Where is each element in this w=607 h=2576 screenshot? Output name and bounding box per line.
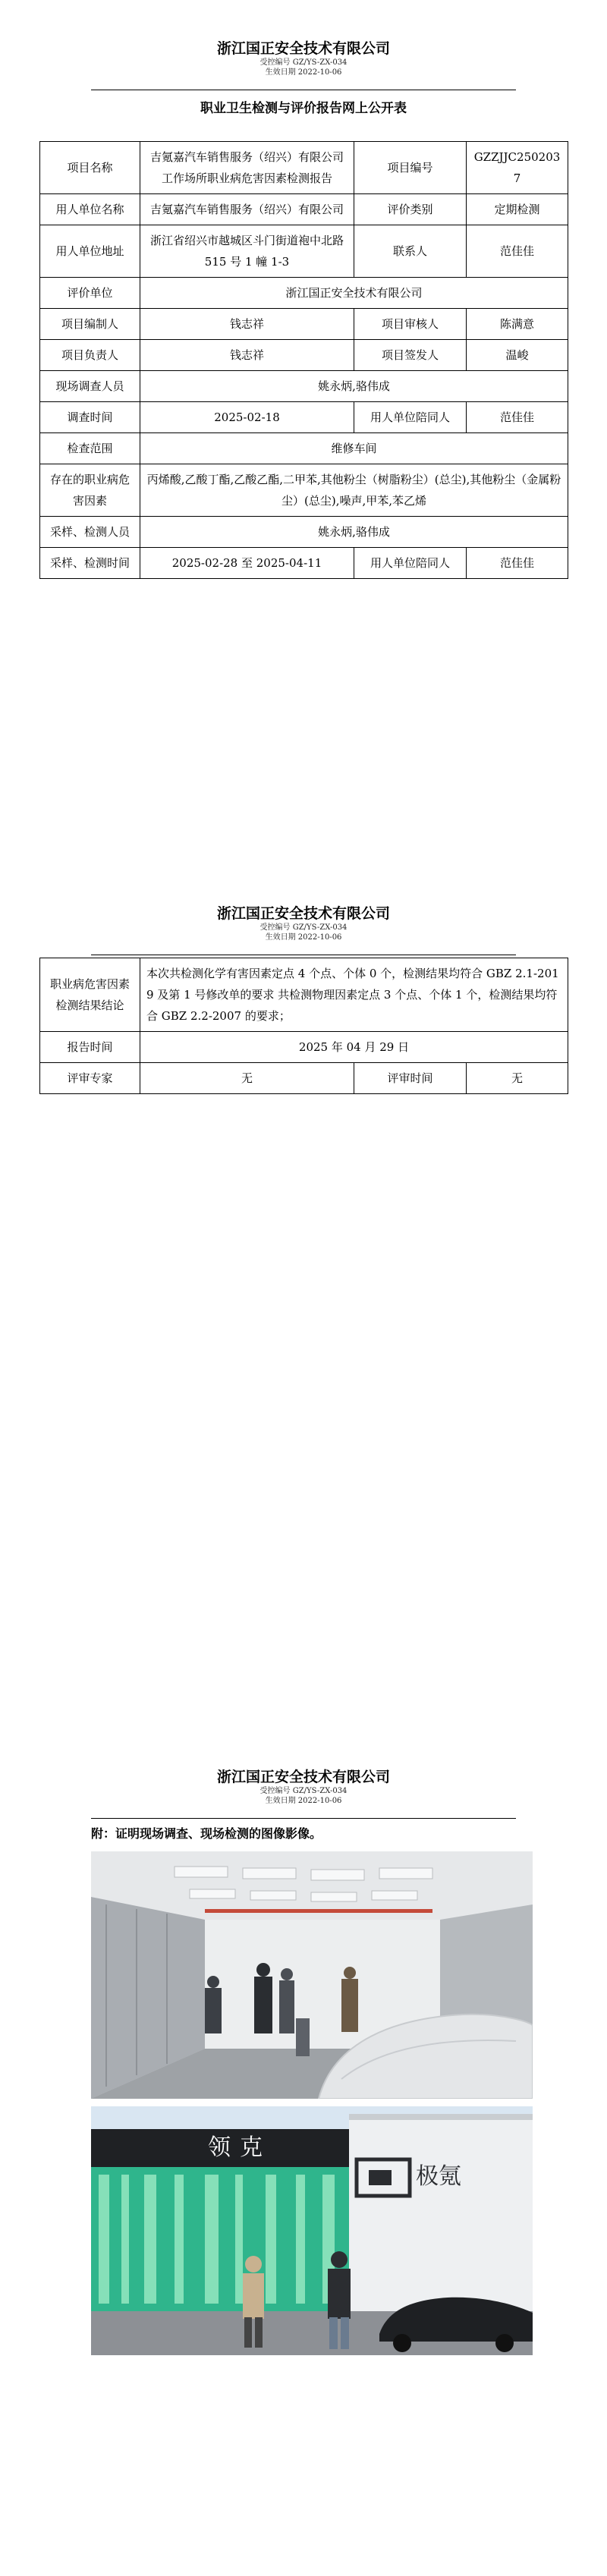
table-row	[40, 225, 568, 278]
report-table-2	[39, 958, 568, 1094]
table-row	[40, 340, 568, 371]
eval-type-value: 定期检测	[467, 194, 568, 225]
scope-label: 检查范围	[40, 433, 140, 464]
compiler-label: 项目编制人	[40, 309, 140, 340]
table-row	[40, 1032, 568, 1063]
page1-header	[0, 39, 607, 77]
escort-label: 用人单位陪同人	[354, 402, 467, 433]
table-row	[40, 433, 568, 464]
sampling-staff-value: 姚永炳,骆伟成	[140, 517, 568, 548]
hazards-value: 丙烯酸,乙酸丁酯,乙酸乙酯,二甲苯,其他粉尘（树脂粉尘）(总尘),其他粉尘（金属粉尘）(总尘),噪声,甲苯,苯乙烯	[140, 464, 568, 517]
table-row	[40, 402, 568, 433]
report-time-label: 报告时间	[40, 1032, 140, 1063]
review-time-value: 无	[467, 1063, 568, 1094]
project-name-label: 项目名称	[40, 142, 140, 194]
table-row	[40, 517, 568, 548]
survey-time-value: 2025-02-18	[140, 402, 354, 433]
conclusion-value: 本次共检测化学有害因素定点 4 个点、个体 0 个，检测结果均符合 GBZ 2.1-2019 及第 1 号修改单的要求 共检测物理因素定点 3 个点、个体 1 个，检测结果均符合 GBZ 2.2-2007 的要求；	[140, 958, 568, 1032]
company-name: 浙江国正安全技术有限公司	[216, 40, 390, 57]
effective-date: 生效日期 2022-10-06	[265, 68, 342, 77]
table-row	[40, 142, 568, 194]
zeekr-sign: 极氪	[416, 2163, 461, 2190]
project-no-label: 项目编号	[354, 142, 467, 194]
table-row	[40, 464, 568, 517]
page2-header	[0, 904, 607, 942]
project-no-value: GZZJJC2502037	[467, 142, 568, 194]
table-row	[40, 1063, 568, 1094]
survey-staff-label: 现场调查人员	[40, 371, 140, 402]
review-time-label: 评审时间	[354, 1063, 467, 1094]
contact-label: 联系人	[354, 225, 467, 278]
sampling-time-label: 采样、检测时间	[40, 548, 140, 579]
control-number: 受控编号 GZ/YS-ZX-034	[259, 1787, 348, 1795]
header-rule	[91, 1818, 516, 1819]
client-value: 吉氪嘉汽车销售服务（绍兴）有限公司	[140, 194, 354, 225]
leader-label: 项目负责人	[40, 340, 140, 371]
eval-type-label: 评价类别	[354, 194, 467, 225]
control-number: 受控编号 GZ/YS-ZX-034	[259, 923, 348, 932]
paint-booth-photo	[91, 1851, 533, 2099]
project-name-value: 吉氪嘉汽车销售服务（绍兴）有限公司工作场所职业病危害因素检测报告	[140, 142, 354, 194]
conclusion-label: 职业病危害因素检测结果结论	[40, 958, 140, 1032]
escort2-value: 范佳佳	[467, 548, 568, 579]
table-row	[40, 194, 568, 225]
reviewer-value: 陈满意	[467, 309, 568, 340]
lynk-sign: 领克	[208, 2134, 272, 2161]
table-row	[40, 309, 568, 340]
page-title: 职业卫生检测与评价报告网上公开表	[200, 101, 407, 116]
expert-value: 无	[140, 1063, 354, 1094]
table-row	[40, 278, 568, 309]
contact-value: 范佳佳	[467, 225, 568, 278]
sampling-staff-label: 采样、检测人员	[40, 517, 140, 548]
compiler-value: 钱志祥	[140, 309, 354, 340]
storefront-photo	[91, 2106, 533, 2355]
report-time-value: 2025 年 04 月 29 日	[140, 1032, 568, 1063]
scope-value: 维修车间	[140, 433, 568, 464]
effective-date: 生效日期 2022-10-06	[265, 1797, 342, 1805]
reviewer-label: 项目审核人	[354, 309, 467, 340]
eval-unit-label: 评价单位	[40, 278, 140, 309]
sampling-time-value: 2025-02-28 至 2025-04-11	[140, 548, 354, 579]
issuer-value: 温峻	[467, 340, 568, 371]
expert-label: 评审专家	[40, 1063, 140, 1094]
annex-caption: 附：证明现场调查、现场检测的图像影像。	[91, 1826, 322, 1841]
hazards-label: 存在的职业病危害因素	[40, 464, 140, 517]
table-row	[40, 371, 568, 402]
survey-staff-value: 姚永炳,骆伟成	[140, 371, 568, 402]
eval-unit-value: 浙江国正安全技术有限公司	[140, 278, 568, 309]
client-label: 用人单位名称	[40, 194, 140, 225]
company-name: 浙江国正安全技术有限公司	[216, 1769, 390, 1785]
survey-time-label: 调查时间	[40, 402, 140, 433]
control-number: 受控编号 GZ/YS-ZX-034	[259, 58, 348, 67]
company-name: 浙江国正安全技术有限公司	[216, 905, 390, 922]
page3-header	[0, 1768, 607, 1806]
address-label: 用人单位地址	[40, 225, 140, 278]
report-table-1	[39, 141, 568, 579]
effective-date: 生效日期 2022-10-06	[265, 933, 342, 942]
issuer-label: 项目签发人	[354, 340, 467, 371]
escort2-label: 用人单位陪同人	[354, 548, 467, 579]
table-row	[40, 548, 568, 579]
table-row	[40, 958, 568, 1032]
escort-value: 范佳佳	[467, 402, 568, 433]
address-value: 浙江省绍兴市越城区斗门街道袍中北路 515 号 1 幢 1-3	[140, 225, 354, 278]
leader-value: 钱志祥	[140, 340, 354, 371]
